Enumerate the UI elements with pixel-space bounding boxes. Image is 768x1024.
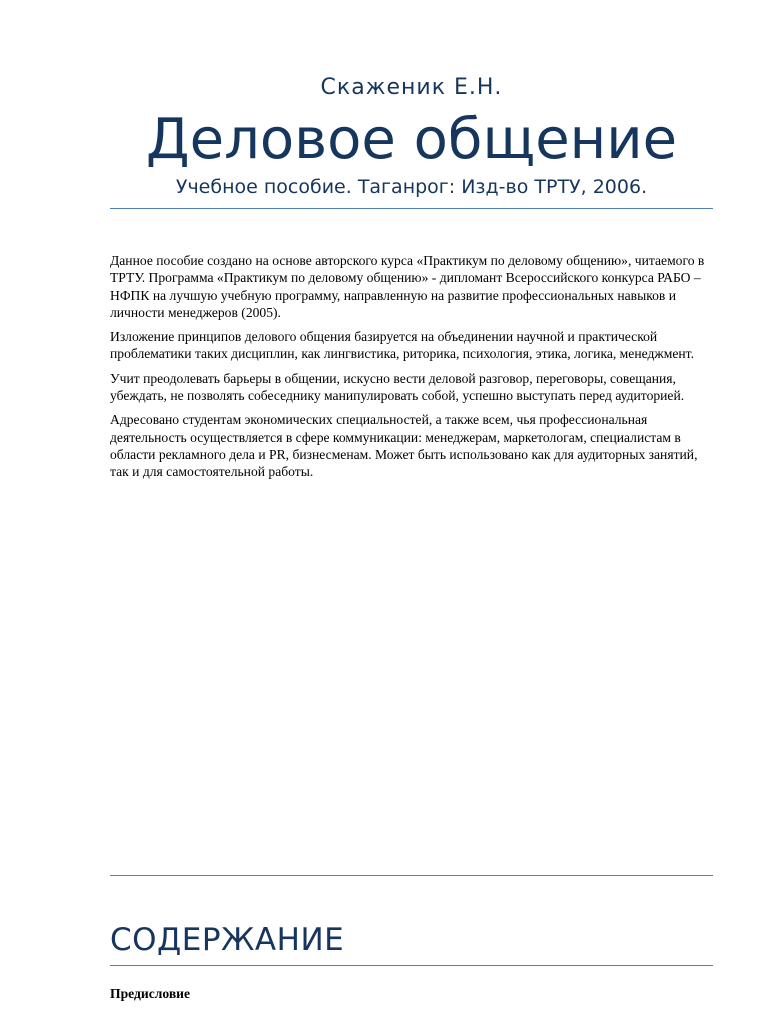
section-divider xyxy=(110,875,713,876)
abstract-paragraph: Учит преодолевать барьеры в общении, искусно вести деловой разговор, переговоры, совещания, убеждать, не позволять собеседнику манипулировать собой, успешно выступать перед аудиторией. xyxy=(110,370,685,404)
document-title: Деловое общение xyxy=(145,107,678,172)
toc-heading-underline xyxy=(110,965,713,966)
abstract xyxy=(110,252,713,488)
toc-heading: СОДЕРЖАНИЕ xyxy=(110,922,345,958)
author-name: Скаженик Е.Н. xyxy=(320,75,503,100)
abstract-paragraph: Адресовано студентам экономических специальностей, а также всем, чья профессиональная деятельность осуществляется в сфере коммуникации: менеджерам, маркетологам, специалистам в области рекламного дела и PR, бизнесменам. Может быть использовано как для аудиторных занятий, так и для самостоятельной работы. xyxy=(110,412,698,480)
toc-item-preface[interactable]: Предисловие xyxy=(110,986,191,1001)
abstract-paragraph: Изложение принципов делового общения базируется на объединении научной и практической проблематики таких дисциплин, как лингвистика, риторика, психология, этика, логика, менеджмент. xyxy=(110,329,694,362)
title-divider xyxy=(110,208,713,209)
document-subtitle: Учебное пособие. Таганрог: Изд-во ТРТУ, 2006. xyxy=(175,176,648,198)
abstract-paragraph: Данное пособие создано на основе авторского курса «Практикум по деловому общению», читаемого в ТРТУ. Программа «Практикум по деловому общению» - дипломант Всероссийского конкурса РАБО – НФПК на лучшую учебную программу, направленную на развитие профессиональных навыков и личности менеджеров (2005). xyxy=(110,253,705,320)
